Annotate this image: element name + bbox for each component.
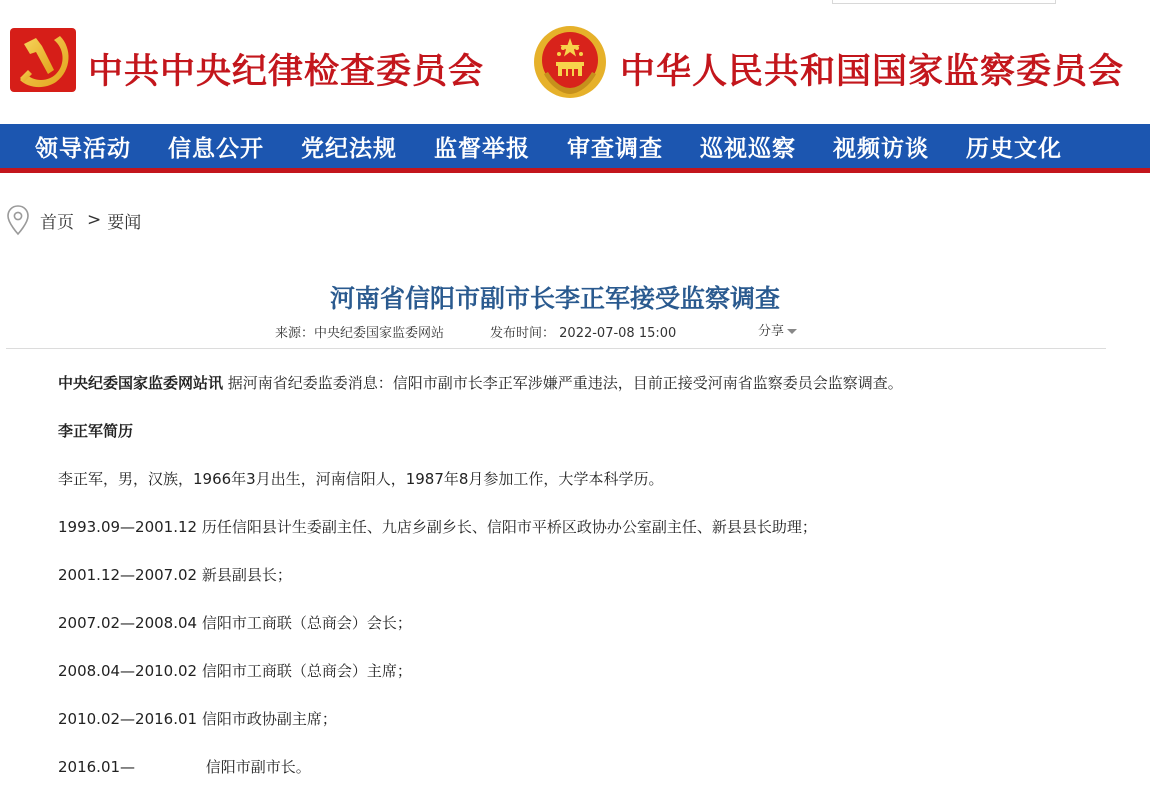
nav-item[interactable]: 巡视巡察: [700, 134, 796, 162]
bio-heading-text: 李正军简历: [58, 422, 134, 440]
career-entry: [58, 710, 1098, 729]
breadcrumb-current-link[interactable]: 要闻: [107, 212, 142, 233]
nav-item[interactable]: 监督举报: [434, 134, 530, 162]
national-supervisory-commission-title[interactable]: 中华人民共和国国家监察委员会: [620, 51, 1125, 92]
publish-time-value: 2022-07-08 15:00: [559, 326, 677, 341]
career-entry: [58, 758, 1098, 777]
nav-item[interactable]: 信息公开: [168, 134, 264, 162]
article-body: [58, 374, 1098, 806]
career-period: 2001.12—2007.02: [58, 566, 198, 584]
career-role: 信阳市副市长。: [205, 758, 311, 776]
site-header: [0, 0, 1150, 124]
nav-item[interactable]: 历史文化: [966, 134, 1062, 162]
article-meta: [0, 320, 1110, 340]
career-role: 信阳市工商联（总商会）主席；: [201, 662, 412, 680]
bio-heading: [58, 422, 1098, 441]
publish-time-label: 发布时间：: [490, 326, 556, 341]
header-divider: [6, 348, 1106, 349]
career-role: 历任信阳县计生委副主任、九店乡副乡长、信阳市平桥区政协办公室副主任、新县县长助理；: [201, 518, 817, 536]
article-publish-time: [490, 322, 676, 341]
career-period: 2007.02—2008.04: [58, 614, 198, 632]
career-list: [58, 518, 1098, 777]
career-entry: [58, 614, 1098, 633]
career-period: 2016.01—: [58, 758, 136, 776]
cpc-commission-title[interactable]: 中共中央纪律检查委员会: [88, 51, 485, 92]
breadcrumb-separator: >: [87, 210, 102, 230]
nav-item[interactable]: 领导活动: [35, 134, 131, 162]
bio-intro: 李正军，男，汉族，1966年3月出生，河南信阳人，1987年8月参加工作，大学本科学历。: [58, 470, 664, 488]
main-navigation: [0, 124, 1150, 168]
career-role: 信阳市工商联（总商会）会长；: [201, 614, 412, 632]
location-pin-icon: [6, 204, 30, 236]
career-entry: [58, 518, 1098, 537]
lead-dateline: 中央纪委国家监委网站讯: [58, 374, 224, 392]
nav-item[interactable]: 党纪法规: [301, 134, 397, 162]
lead-paragraph: [58, 374, 1098, 393]
career-entry: [58, 662, 1098, 681]
nav-item[interactable]: 审查调查: [567, 134, 663, 162]
breadcrumb-home-link[interactable]: 首页: [40, 212, 74, 233]
breadcrumb: [6, 204, 141, 236]
nav-item[interactable]: 视频访谈: [833, 134, 929, 162]
article-source: 来源：中央纪委国家监委网站: [275, 326, 445, 341]
career-period: 2010.02—2016.01: [58, 710, 198, 728]
nav-divider: [0, 168, 1150, 173]
lead-text: 据河南省纪委监委消息：信阳市副市长李正军涉嫌严重违法，目前正接受河南省监察委员会监察调查。: [227, 374, 903, 392]
career-period: 2008.04—2010.02: [58, 662, 198, 680]
national-emblem-icon: [532, 24, 608, 100]
share-button[interactable]: [758, 320, 797, 339]
chevron-down-icon: [787, 329, 797, 334]
career-role: 新县副县长；: [201, 566, 292, 584]
career-period: 1993.09—2001.12: [58, 518, 198, 536]
career-role: 信阳市政协副主席；: [201, 710, 337, 728]
career-entry: [58, 566, 1098, 585]
article-title: 河南省信阳市副市长李正军接受监察调查: [329, 283, 780, 313]
share-label: 分享: [758, 324, 785, 339]
party-emblem-icon: [8, 24, 78, 96]
